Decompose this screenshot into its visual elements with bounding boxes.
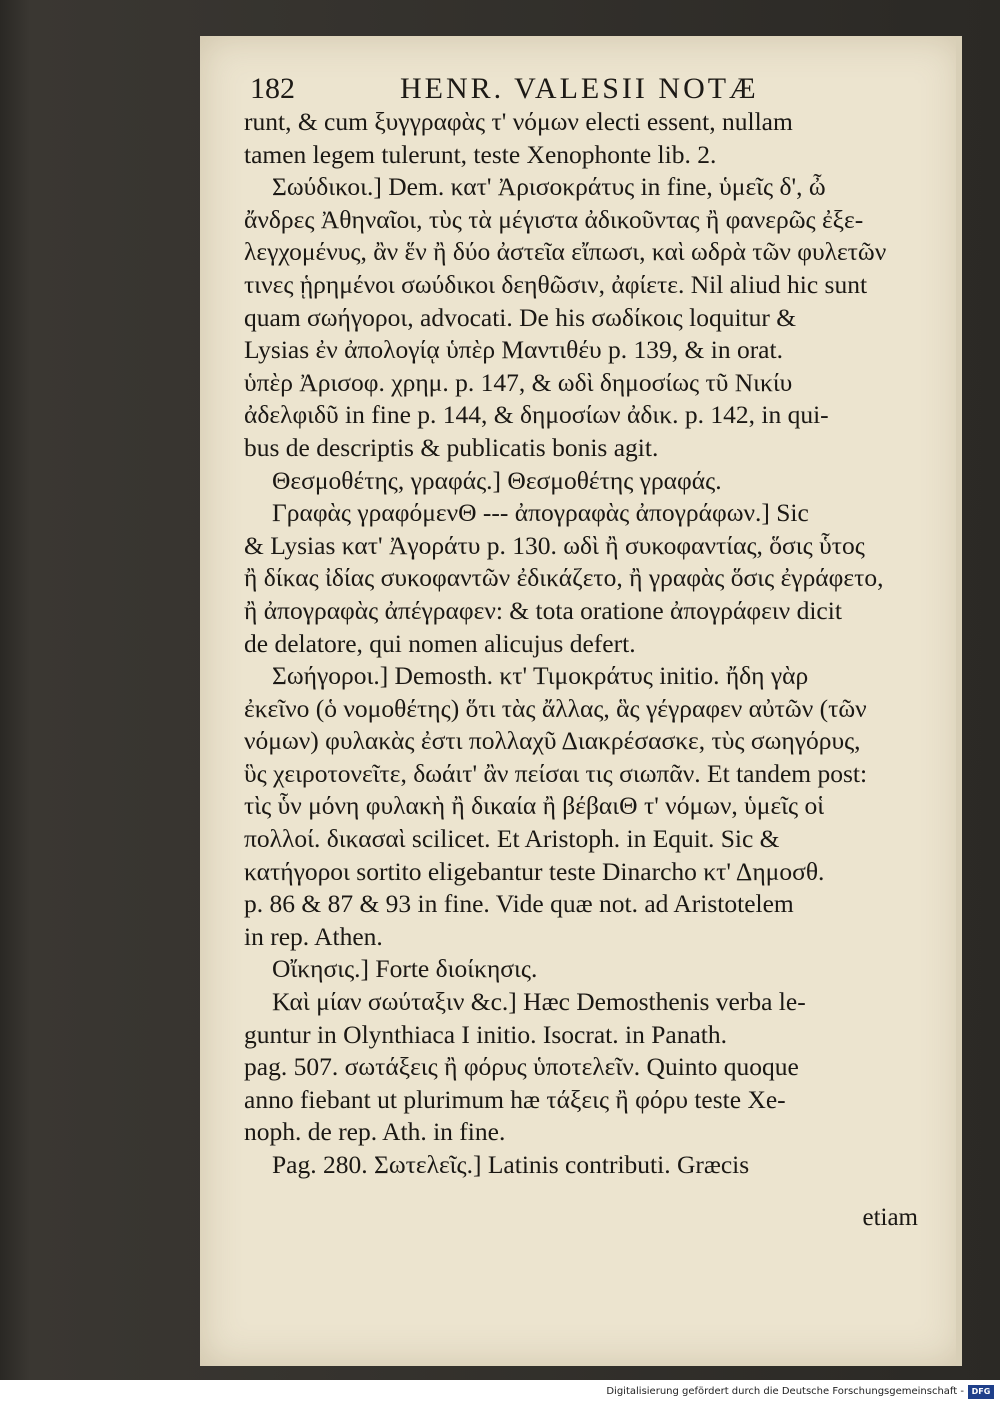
text-line: Σωύδικοι.] Dem. κατ' Ἀρισοκράτυς in fine, ὑμεῖς δ', ὦ <box>272 172 826 202</box>
text-line: ὑπὲρ Ἀρισοφ. χρημ. p. 147, & ωδὶ δημοσίως τῦ Νικίυ <box>244 367 793 397</box>
text-line: Γραφὰς γραφόμενΘ --- ἀπογραφὰς ἀπογράφων.] Sic <box>272 498 809 528</box>
text-line: Οἴκησις.] Forte διοίκησις. <box>272 954 538 984</box>
text-line: τινες ᾑρημένοι σωύδικοι δεηθῶσιν, ἀφίετε. Nil aliud hic sunt <box>244 269 868 299</box>
text-line: Lysias ἐν ἀπολογίᾳ ὑπὲρ Μαντιθέυ p. 139, & in orat. <box>244 335 783 365</box>
text-line: ἄνδρες Ἀθηναῖοι, τὺς τὰ μέγιστα ἀδικοῦντας ἢ φανερῶς ἐξε- <box>244 204 864 234</box>
page-number: 182 <box>250 72 295 105</box>
text-line: tamen legem tulerunt, teste Xenophonte lib. 2. <box>244 139 717 169</box>
text-line: in rep. Athen. <box>244 921 383 951</box>
text-line: νόμων) φυλακὰς ἐστι πολλαχῦ Διακρέσασκε, τὺς σωηγόρυς, <box>244 726 861 756</box>
text-line: πολλοί. δικασαὶ scilicet. Et Aristoph. in Equit. Sic & <box>244 824 780 854</box>
text-line: anno fiebant ut plurimum hæ τάξεις ἢ φόρυ teste Xe- <box>244 1084 786 1114</box>
text-line: Θεσμοθέτης, γραφάς.] Θεσμοθέτης γραφάς. <box>272 465 722 495</box>
body-text <box>244 106 924 1182</box>
text-line: ἀδελφιδῦ in fine p. 144, & δημοσίων ἀδικ. p. 142, in qui- <box>244 400 829 430</box>
text-line: Καὶ μίαν σωύταξιν &c.] Hæc Demosthenis verba le- <box>272 987 806 1017</box>
text-line: ἢ δίκας ἰδίας συκοφαντῶν ἐδικάζετο, ἢ γραφὰς ὅσις ἐγράφετο, <box>244 563 884 593</box>
catchword: etiam <box>862 1204 918 1231</box>
running-head: HENR. VALESII NOTÆ <box>400 72 759 105</box>
text-line: κατήγοροι sortito eligebantur teste Dinarcho κτ' Δημοσθ. <box>244 856 825 886</box>
text-line: pag. 507. σωτάξεις ἢ φόρυς ὑποτελεῖν. Quinto quoque <box>244 1052 799 1082</box>
text-line: τὶς ὗν μόνη φυλακὴ ἢ δικαία ἢ βέβαιΘ τ' νόμων, ὑμεῖς οἱ <box>244 791 825 821</box>
page-edge <box>956 36 962 1366</box>
text-line: ὓς χειροτονεῖτε, δωάιτ' ἂν πείσαι τις σιωπᾶν. Et tandem post: <box>244 758 868 788</box>
text-line: noph. de rep. Ath. in fine. <box>244 1117 506 1147</box>
text-line: Σωήγοροι.] Demosth. κτ' Τιμοκράτυς initio. ἤδη γὰρ <box>272 661 809 691</box>
text-line: & Lysias κατ' Ἀγοράτυ p. 130. ωδὶ ἢ συκοφαντίας, ὅσις ὗτος <box>244 530 865 560</box>
footer-bar <box>0 1380 1000 1407</box>
text-line: ἐκεῖνο (ὁ νομοθέτης) ὅτι τὰς ἄλλας, ἃς γέγραφεν αὐτῶν (τῶν <box>244 693 867 723</box>
text-line: p. 86 & 87 & 93 in fine. Vide quæ not. ad Aristotelem <box>244 889 794 919</box>
text-line: quam σωήγοροι, advocati. De his σωδίκοις loquitur & <box>244 302 797 332</box>
text-line: ἢ ἀπογραφὰς ἀπέγραφεν: & tota oratione ἀπογράφειν dicit <box>244 595 842 625</box>
text-line: de delatore, qui nomen alicujus defert. <box>244 628 636 658</box>
dfg-logo-icon: DFG <box>968 1385 994 1399</box>
text-line: Pag. 280. Σωτελεῖς.] Latinis contributi. Græcis <box>272 1150 750 1179</box>
book-page <box>200 36 962 1366</box>
text-line: bus de descriptis & publicatis bonis agit. <box>244 432 659 462</box>
text-line: guntur in Olynthiaca I initio. Isocrat. in Panath. <box>244 1019 727 1049</box>
text-line: λεγχομένυς, ἂν ἕν ἢ δύο ἀστεῖα εἴπωσι, καὶ ωδρὰ τῶν φυλετῶν <box>244 237 887 267</box>
footer-credit: Digitalisierung gefördert durch die Deutsche Forschungsgemeinschaft - <box>606 1386 964 1397</box>
text-line: runt, & cum ξυγγραφὰς τ' νόμων electi essent, nullam <box>244 107 793 136</box>
